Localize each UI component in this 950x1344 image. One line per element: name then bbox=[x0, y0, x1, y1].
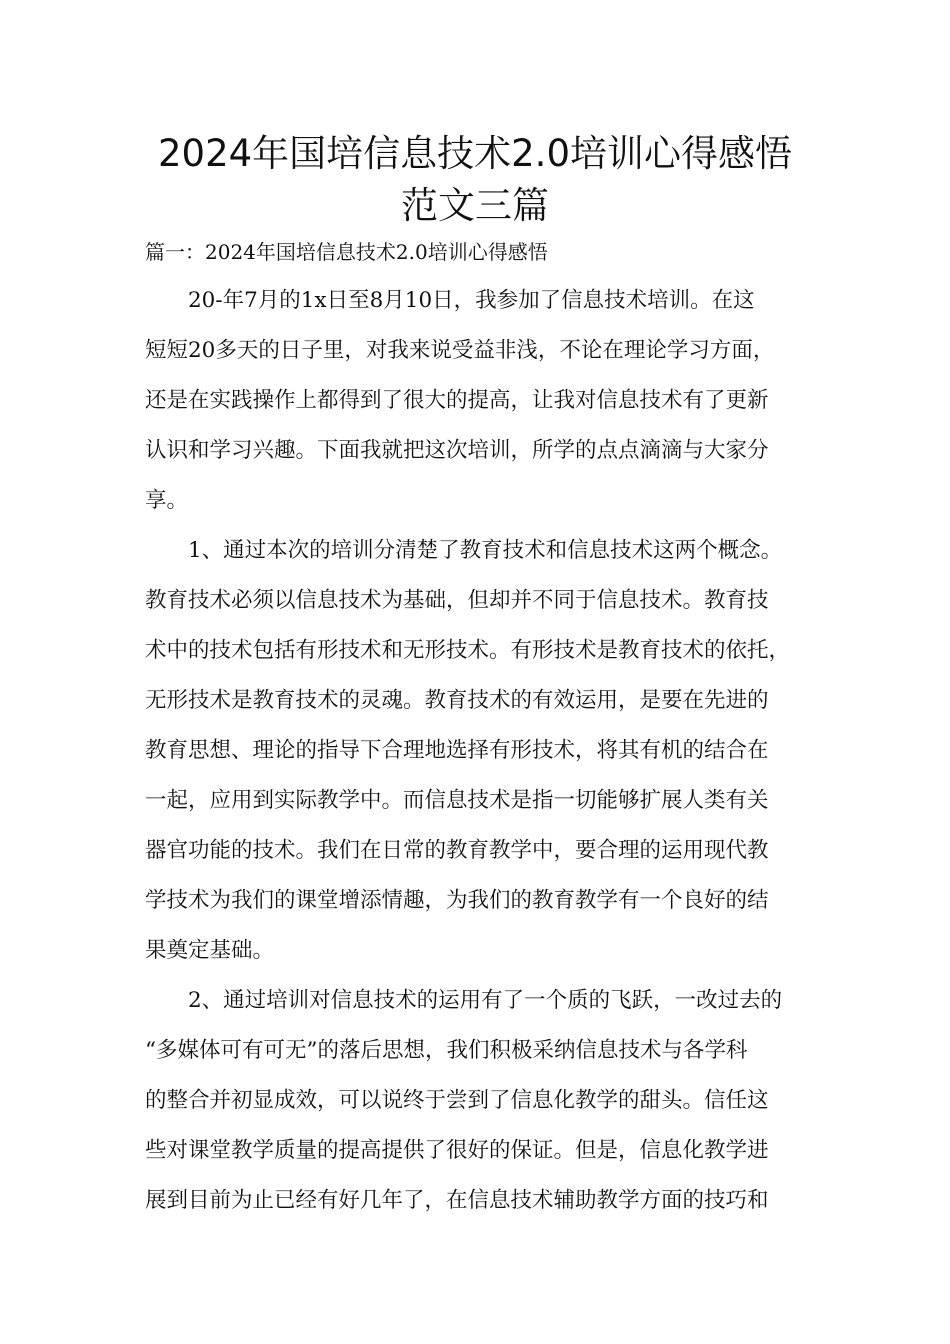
body-line: 展到目前为止已经有好几年了，在信息技术辅助教学方面的技巧和 bbox=[145, 1188, 769, 1213]
body-line: “多媒体可有可无”的落后思想，我们积极采纳信息技术与各学科 bbox=[145, 1038, 748, 1063]
body-line: 果奠定基础。 bbox=[145, 938, 275, 963]
body-line: 的整合并初显成效，可以说终于尝到了信息化教学的甜头。信任这 bbox=[145, 1088, 769, 1113]
body-line: 还是在实践操作上都得到了很大的提高，让我对信息技术有了更新 bbox=[145, 388, 769, 413]
body-line: 教育技术必须以信息技术为基础，但却并不同于信息技术。教育技 bbox=[145, 588, 769, 613]
body-line: 些对课堂教学质量的提高提供了很好的保证。但是，信息化教学进 bbox=[145, 1138, 769, 1163]
body-line: 认识和学习兴趣。下面我就把这次培训，所学的点点滴滴与大家分 bbox=[145, 438, 769, 463]
body-line: 短短20多天的日子里，对我来说受益非浅，不论在理论学习方面， bbox=[145, 338, 775, 363]
document-title-line-1: 2024年国培信息技术2.0培训心得感悟 bbox=[157, 132, 792, 175]
body-line: 享。 bbox=[145, 488, 189, 513]
body-line: 无形技术是教育技术的灵魂。教育技术的有效运用，是要在先进的 bbox=[145, 688, 769, 713]
section-heading: 篇一：2024年国培信息技术2.0培训心得感悟 bbox=[145, 240, 548, 264]
body-line: 术中的技术包括有形技术和无形技术。有形技术是教育技术的依托， bbox=[145, 638, 791, 663]
body-line: 一起，应用到实际教学中。而信息技术是指一切能够扩展人类有关 bbox=[145, 788, 769, 813]
body-line: 2、通过培训对信息技术的运用有了一个质的飞跃，一改过去的 bbox=[145, 988, 783, 1013]
body-line: 学技术为我们的课堂增添情趣，为我们的教育教学有一个良好的结 bbox=[145, 888, 769, 913]
document-title-line-2: 范文三篇 bbox=[401, 184, 549, 227]
body-line: 教育思想、理论的指导下合理地选择有形技术，将其有机的结合在 bbox=[145, 738, 769, 763]
body-line: 器官功能的技术。我们在日常的教育教学中，要合理的运用现代教 bbox=[145, 838, 769, 863]
body-line: 1、通过本次的培训分清楚了教育技术和信息技术这两个概念。 bbox=[145, 538, 783, 563]
body-line: 20-年7月的1x日至8月10日，我参加了信息技术培训。在这 bbox=[145, 288, 755, 313]
